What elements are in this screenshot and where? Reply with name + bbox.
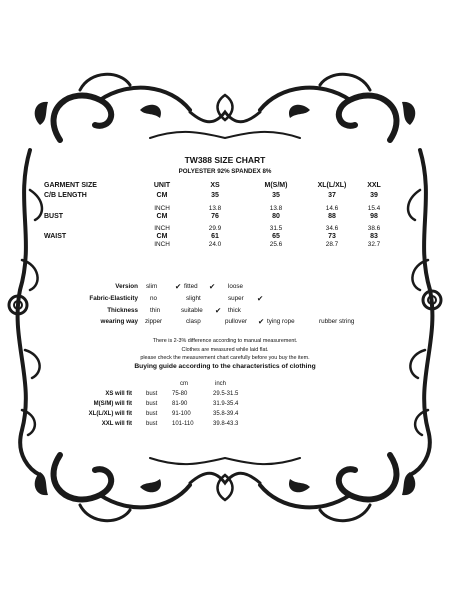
attribute-option: slim [146,283,158,290]
guide-part: bust [146,391,158,397]
guide-cm: 91-100 [172,411,191,417]
size-cell: 35 [272,192,280,199]
row-unit: INCH [154,205,170,212]
attribute-option: clasp [186,318,201,325]
guide-inch: 39.8-43.3 [213,421,239,427]
row-unit: INCH [154,225,170,232]
attribute-option: suitable [181,307,203,314]
header-garment-size: GARMENT SIZE [44,182,97,189]
size-cell: 65 [272,233,280,240]
attribute-option: thick [228,307,241,314]
size-cell: 24.0 [208,241,222,248]
checkmark-icon: ✔ [175,282,182,291]
checkmark-icon: ✔ [215,306,222,315]
attribute-label: wearing way [100,318,138,325]
size-cell: 76 [211,213,219,220]
size-cell: 37 [328,192,336,199]
guide-header-cm: cm [180,381,188,387]
size-cell: 35 [211,192,219,199]
header-xl: XL(L/XL) [317,182,347,189]
guide-inch: 35.8-39.4 [213,411,239,417]
guide-part: bust [146,421,158,427]
row-label: C/B LENGTH [44,192,87,199]
attribute-option: pullover [225,318,248,325]
guide-size-label: M(S/M) will fit [93,401,132,407]
size-cell: 61 [211,233,219,240]
page-title: TW388 SIZE CHART [184,155,266,165]
checkmark-icon: ✔ [209,282,216,291]
header-m: M(S/M) [264,182,288,189]
size-cell: 73 [328,233,336,240]
note-line: Clothes are measured while laid flat. [181,347,269,353]
buying-guide-title: Buying guide according to the characteristics of clothing [134,363,316,370]
size-cell: 32.7 [367,241,381,248]
guide-inch: 31.9-35.4 [213,401,239,407]
attribute-label: Thickness [107,307,138,314]
row-unit: CM [156,233,168,240]
attribute-option: rubber string [319,318,355,325]
attribute-option: no [150,295,158,302]
size-cell: 98 [370,213,378,220]
header-xs: XS [210,182,220,189]
guide-part: bust [146,401,158,407]
attribute-option: tying rope [267,318,295,325]
size-cell: 34.6 [325,225,339,232]
attribute-option: zipper [145,318,163,325]
row-label: WAIST [44,233,67,240]
guide-header-inch: inch [215,381,227,387]
guide-inch: 29.5-31.5 [213,391,239,397]
guide-part: bust [146,411,158,417]
guide-size-label: XXL will fit [101,421,132,427]
size-cell: 88 [328,213,336,220]
header-unit: UNIT [153,182,171,189]
guide-cm: 75-80 [172,391,188,397]
checkmark-icon: ✔ [257,294,264,303]
size-cell: 25.6 [269,241,283,248]
row-unit: INCH [154,241,170,248]
attribute-option: thin [150,307,161,314]
size-cell: 80 [272,213,280,220]
size-cell: 39 [370,192,378,199]
attribute-option: super [228,295,244,302]
guide-cm: 101-110 [172,421,194,427]
size-cell: 28.7 [325,241,339,248]
guide-size-label: XS will fit [105,391,132,397]
row-unit: CM [156,213,168,220]
guide-cm: 81-90 [172,401,188,407]
size-cell: 29.9 [208,225,222,232]
checkmark-icon: ✔ [258,317,265,326]
size-cell: 31.5 [269,225,283,232]
material-composition: POLYESTER 92% SPANDEX 8% [178,168,272,175]
size-cell: 38.6 [367,225,381,232]
size-cell: 14.6 [325,205,339,212]
size-cell: 83 [370,233,378,240]
attribute-option: slight [186,295,201,302]
size-cell: 13.8 [208,205,222,212]
note-line: please check the measurement chart carefully before you buy the item. [140,355,310,361]
size-cell: 13.8 [269,205,283,212]
attribute-option: loose [228,283,244,290]
note-line: There is 2-3% difference according to manual measurement. [152,338,298,344]
attribute-option: fitted [184,283,198,290]
guide-size-label: XL(L/XL) will fit [88,411,132,417]
size-cell: 15.4 [367,205,381,212]
attribute-label: Fabric-Elasticity [89,295,138,302]
header-xxl: XXL [367,182,381,189]
attribute-label: Version [115,283,138,290]
row-unit: CM [156,192,168,199]
row-label: BUST [44,213,64,220]
